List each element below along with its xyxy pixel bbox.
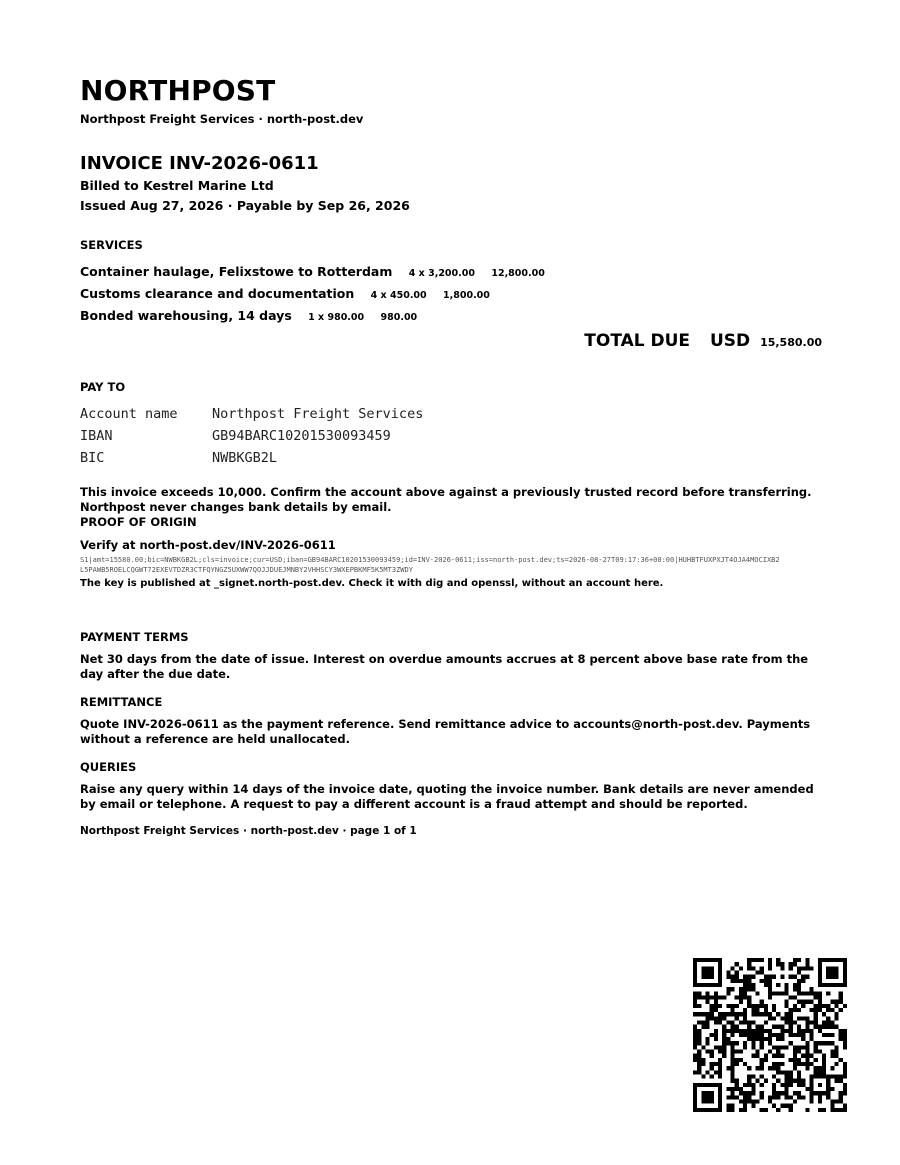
qr-code-icon xyxy=(693,958,847,1112)
billed-to: Billed to Kestrel Marine Ltd xyxy=(80,178,274,193)
remittance-text: Quote INV-2026-0611 as the payment reference. Send remittance advice to accounts@north-post.dev. Payments without a reference are held unallocated. xyxy=(80,717,811,746)
bank-field-value: GB94BARC10201530093459 xyxy=(212,428,391,444)
bank-field-label: IBAN xyxy=(80,428,113,444)
service-line xyxy=(80,262,822,284)
payment-terms-heading: PAYMENT TERMS xyxy=(80,630,189,644)
service-line xyxy=(80,284,822,306)
pay-to-heading: PAY TO xyxy=(80,380,126,394)
table-row xyxy=(80,403,423,425)
invoice-title: INVOICE INV-2026-0611 xyxy=(80,153,319,174)
service-qty: 4 x 3,200.00 xyxy=(408,268,475,279)
key-note: The key is published at _signet.north-post.dev. Check it with dig and openssl, without an account here. xyxy=(80,578,664,589)
service-description: Customs clearance and documentation xyxy=(80,286,355,301)
table-row xyxy=(80,447,423,469)
service-description: Bonded warehousing, 14 days xyxy=(80,308,292,323)
issue-dates: Issued Aug 27, 2026 · Payable by Sep 26, 2026 xyxy=(80,198,410,213)
service-line xyxy=(80,306,822,328)
services-list xyxy=(80,262,822,328)
services-heading: SERVICES xyxy=(80,238,143,252)
total-currency: USD xyxy=(709,331,751,351)
total-label: TOTAL DUE xyxy=(584,331,691,351)
bank-field-label: BIC xyxy=(80,450,105,466)
total-due xyxy=(80,330,822,354)
service-amount: 12,800.00 xyxy=(491,268,545,279)
bank-field-value: Northpost Freight Services xyxy=(212,406,424,422)
payment-terms-text: Net 30 days from the date of issue. Interest on overdue amounts accrues at 8 percent above base rate from the day after the due date. xyxy=(80,652,809,681)
brand-subline: Northpost Freight Services · north-post.dev xyxy=(80,112,364,126)
bank-details-table xyxy=(80,403,423,469)
service-amount: 1,800.00 xyxy=(443,290,490,301)
remittance-heading: REMITTANCE xyxy=(80,695,163,709)
signature-string: S1|amt=15580.00;bic=NWBKGB2L;cls=invoice;cur=USD;iban=GB94BARC10201530093459;id=INV-2026-0611;iss=north-post.dev;ts=2026-08-27T09:17:36+00:00|HUHBTFUXPXJT4OJA4MOCIXB2L5PAWB5ROELCQGWT72EXEVTDZR3CTFQYNGZ5UXWW7QOJJDUEJMNBY2VHHSCY3WXEPBKMF5K5MT3ZWDY xyxy=(80,556,780,574)
bank-field-label: Account name xyxy=(80,406,178,422)
service-qty: 4 x 450.00 xyxy=(370,290,427,301)
bank-field-value: NWBKGB2L xyxy=(212,450,278,466)
total-amount: 15,580.00 xyxy=(760,336,822,349)
invoice-document xyxy=(80,74,822,838)
queries-heading: QUERIES xyxy=(80,760,137,774)
proof-of-origin-heading: PROOF OF ORIGIN xyxy=(80,515,197,529)
brand-name: NORTHPOST xyxy=(80,74,276,107)
queries-text: Raise any query within 14 days of the invoice date, quoting the invoice number. Bank details are never amended by email or telephone. A request to pay a different account is a fraud attempt and should be reported. xyxy=(80,782,814,811)
fraud-warning: This invoice exceeds 10,000. Confirm the account above against a previously trusted record before transferring. Northpost never changes bank details by email. xyxy=(80,485,812,514)
service-amount: 980.00 xyxy=(380,312,418,323)
page-footer: Northpost Freight Services · north-post.dev · page 1 of 1 xyxy=(80,825,417,837)
service-description: Container haulage, Felixstowe to Rotterdam xyxy=(80,264,393,279)
service-qty: 1 x 980.00 xyxy=(308,312,365,323)
table-row xyxy=(80,425,423,447)
verify-link[interactable]: Verify at north-post.dev/INV-2026-0611 xyxy=(80,538,336,552)
